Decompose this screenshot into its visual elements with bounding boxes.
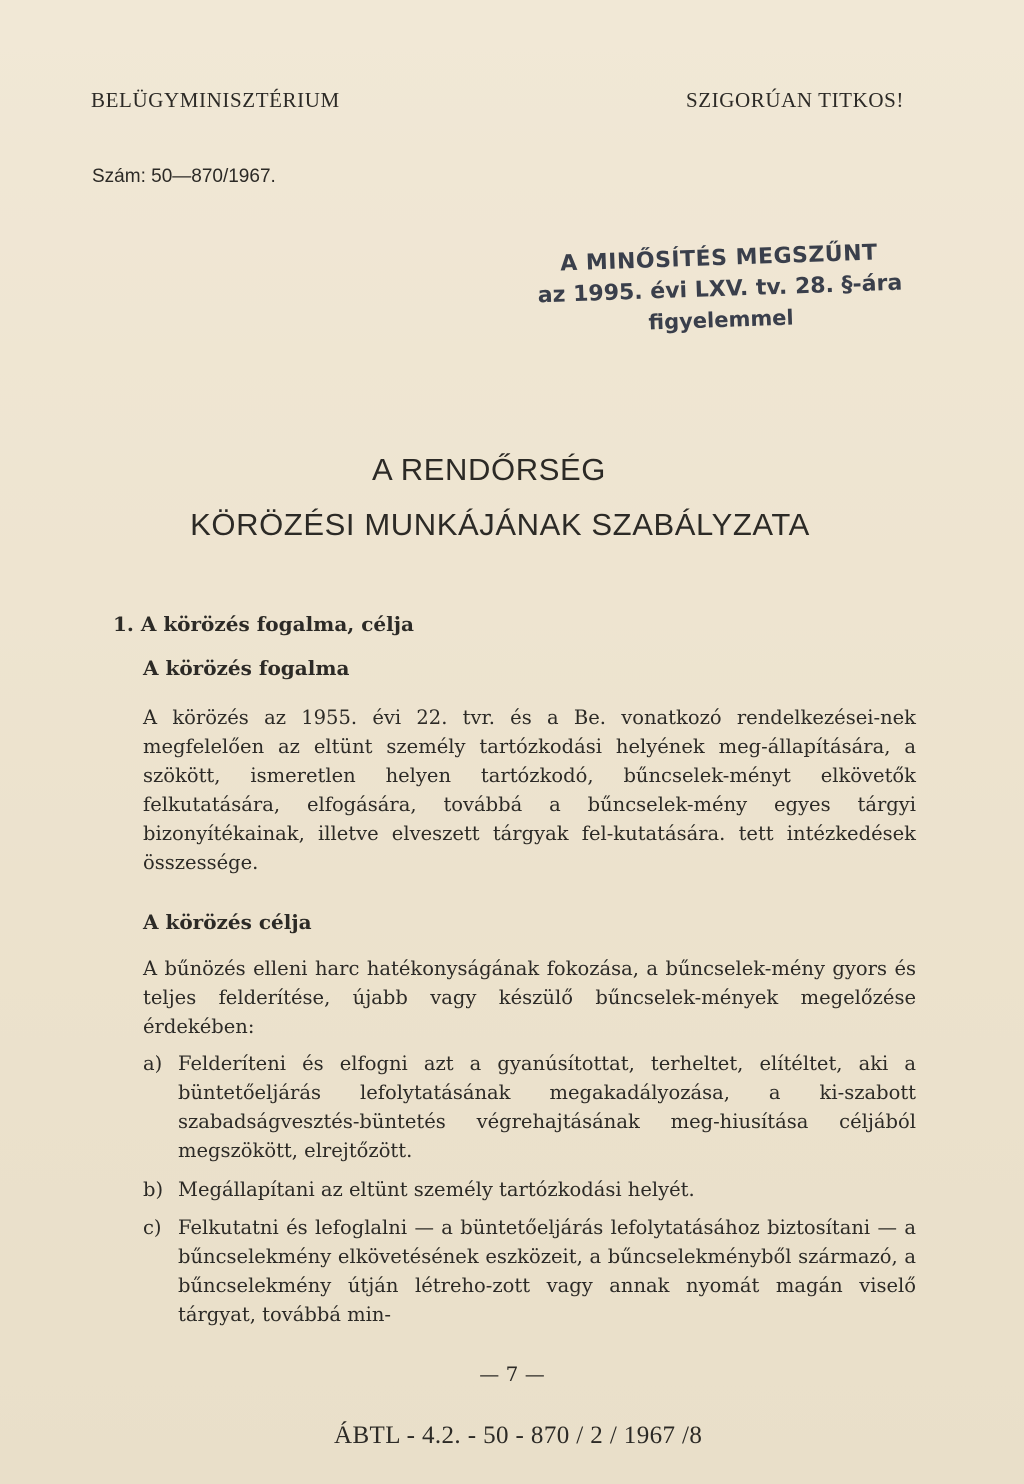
page-number: — 7 — bbox=[479, 1362, 545, 1386]
stamp-line-1: A MINŐSÍTÉS MEGSZŰNT bbox=[559, 240, 879, 277]
stamp-line-3: figyelemmel bbox=[648, 305, 795, 335]
list-item-text: Megállapítani az eltünt személy tartózkodási helyét. bbox=[178, 1178, 695, 1201]
section-heading: 1. A körözés fogalma, célja bbox=[113, 612, 414, 636]
list-item-text: Felderíteni és elfogni azt a gyanúsítottat, terheltet, elítéltet, aki a büntetőeljárás lefolytatásának megakadályozása, a ki-szabott szabadságvesztés-büntetés végrehajtásának meg-hiusítása céljából megszökött, elrejtőzött. bbox=[178, 1052, 916, 1162]
title-line-2: KÖRÖZÉSI MUNKÁJÁNAK SZABÁLYZATA bbox=[190, 507, 810, 542]
document-number: Szám: 50—870/1967. bbox=[92, 166, 276, 187]
subheading-definition: A körözés fogalma bbox=[143, 656, 350, 680]
list-item-label: a) bbox=[143, 1052, 163, 1075]
list-item-label: c) bbox=[143, 1216, 162, 1239]
classification-label: SZIGORÚAN TITKOS! bbox=[685, 88, 904, 112]
paragraph-definition: A körözés az 1955. évi 22. tvr. és a Be. vonatkozó rendelkezései-nek megfelelően az eltünt személy tartózkodási helyének meg-állapítására, a szökött, ismeretlen helyen tartózkodó, bűncselek-ményt elkövetők felkutatására, elfogására, továbbá a bűncselek-mény egyes tárgyi bizonyítékainak, illetve elveszett tárgyak fel-kutatására. tett intézkedések összessége. bbox=[143, 706, 916, 874]
archive-reference: ÁBTL - 4.2. - 50 - 870 / 2 / 1967 /8 bbox=[334, 1422, 703, 1449]
title-line-1-text: A RENDŐRSÉG bbox=[372, 452, 606, 487]
list-item-text: Felkutatni és lefoglalni — a büntetőeljárás lefolytatásához biztosítani — a bűncselekmény elkövetésének eszközeit, a bűncselekményből származó, a bűncselekmény útján létreho-zott vagy annak nyomát magán viselő tárgyat, továbbá min- bbox=[178, 1216, 916, 1326]
stamp-line-2: az 1995. évi LXV. tv. 28. §-ára bbox=[537, 270, 903, 309]
paragraph-purpose: A bűnözés elleni harc hatékonyságának fokozása, a bűncselek-mény gyors és teljes felderítése, újabb vagy készülő bűncselek-mények megelőzése érdekében: bbox=[143, 957, 916, 1038]
declassification-stamp bbox=[519, 239, 922, 339]
list-item-label: b) bbox=[143, 1178, 164, 1201]
ministry-name: BELÜGYMINISZTÉRIUM bbox=[91, 88, 340, 112]
subheading-purpose: A körözés célja bbox=[143, 910, 312, 934]
